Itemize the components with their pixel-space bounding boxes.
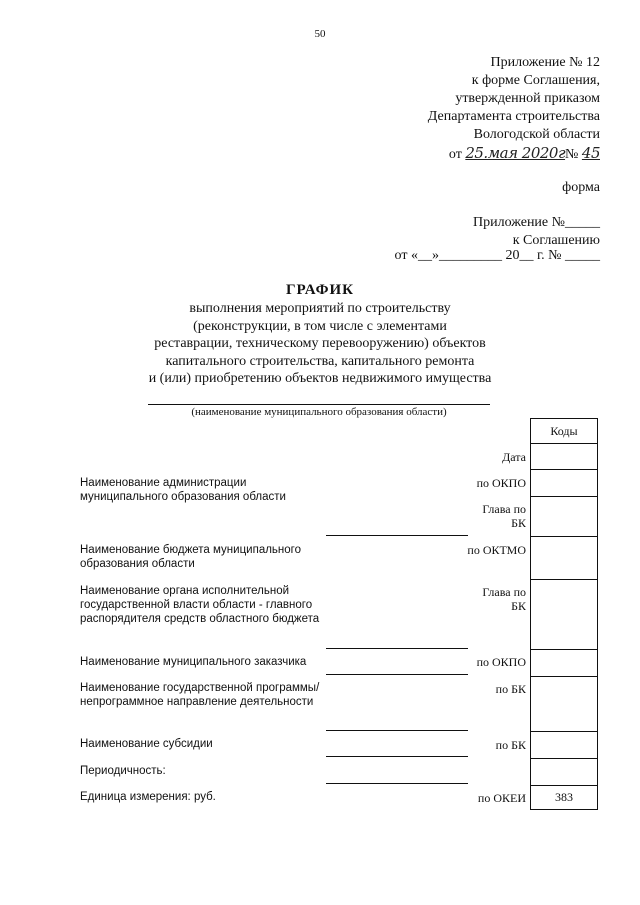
municipality-fill-line xyxy=(148,404,490,405)
blank-appendix-line: Приложение №_____ xyxy=(473,215,600,230)
code-label-okpo: по ОКПО xyxy=(476,655,526,669)
appendix-line: к форме Соглашения, xyxy=(471,73,600,88)
code-cell-okpo[interactable] xyxy=(530,649,598,677)
code-label-date: Дата xyxy=(502,450,526,464)
subtitle-line: реставрации, техническому перевооружению) объектов xyxy=(154,336,486,351)
appendix-line: Вологодской области xyxy=(473,127,600,142)
order-date-line xyxy=(449,144,600,163)
row-label-periodicity: Периодичность: xyxy=(80,765,166,777)
subtitle-line: (реконструкции, в том числе с элементами xyxy=(193,318,447,334)
code-cell-date[interactable] xyxy=(530,443,598,470)
row-label-subsidy: Наименование субсидии xyxy=(80,738,213,750)
row-fill-line xyxy=(326,756,468,757)
handwritten-date: 25.мая 2020г xyxy=(465,144,566,162)
agreement-date-line: от «__»_________ 20__ г. № _____ xyxy=(394,248,600,263)
row-fill-line xyxy=(326,674,468,675)
subtitle-line: и (или) приобретению объектов недвижимого имущества xyxy=(148,371,492,386)
appendix-line: Департамента строительства xyxy=(427,109,600,124)
blank-appendix-line: к Соглашению xyxy=(512,233,600,248)
code-cell-okpo[interactable] xyxy=(530,469,598,497)
code-cell-chapter-bk[interactable] xyxy=(530,496,598,537)
row-fill-line xyxy=(326,648,468,649)
code-label-chapter-bk: Глава по БК xyxy=(482,502,526,530)
number-prefix: № xyxy=(565,147,579,162)
row-label-unit: Единица измерения: руб. xyxy=(80,791,216,803)
code-cell-okei[interactable]: 383 xyxy=(530,785,598,810)
row-label-program: Наименование государственной программы/непрограммное направление деятельности xyxy=(80,682,320,708)
codes-header: Коды xyxy=(530,418,598,444)
document-title: ГРАФИК xyxy=(285,282,355,298)
code-cell-periodicity[interactable] xyxy=(530,758,598,786)
row-fill-line xyxy=(326,535,468,536)
code-label-bk: по БК xyxy=(495,738,526,752)
code-cell-bk[interactable] xyxy=(530,731,598,759)
handwritten-number: 45 xyxy=(581,144,600,162)
subtitle-line: капитального строительства, капитального ремонта xyxy=(165,353,475,369)
row-label-customer: Наименование муниципального заказчика xyxy=(80,656,307,668)
code-label-okpo: по ОКПО xyxy=(476,476,526,490)
row-label-budget: Наименование бюджета муниципального образования области xyxy=(80,544,301,570)
date-prefix: от xyxy=(448,147,462,162)
code-label-bk: по БК xyxy=(495,682,526,696)
page-number: 50 xyxy=(314,28,326,40)
form-label: форма xyxy=(562,180,600,195)
row-label-executive-body: Наименование органа исполнительной государственной власти области - главного распорядителя средств областного бюджета xyxy=(80,585,320,625)
code-cell-bk[interactable] xyxy=(530,676,598,732)
code-label-chapter-bk: Глава по БК xyxy=(482,585,526,613)
row-fill-line xyxy=(326,730,468,731)
municipality-caption: (наименование муниципального образования области) xyxy=(191,406,447,418)
code-cell-chapter-bk[interactable] xyxy=(530,579,598,650)
appendix-12-block xyxy=(428,54,600,144)
appendix-line: Приложение № 12 xyxy=(490,55,600,70)
code-label-oktmo: по ОКТМО xyxy=(467,543,526,557)
code-cell-oktmo[interactable] xyxy=(530,536,598,580)
blank-appendix-block xyxy=(473,214,600,250)
row-label-administration: Наименование администрации муниципального образования области xyxy=(80,477,286,503)
row-fill-line xyxy=(326,783,468,784)
code-label-okei: по ОКЕИ xyxy=(477,791,526,805)
appendix-line: утвержденной приказом xyxy=(455,91,600,106)
document-subtitle xyxy=(0,300,640,388)
subtitle-line: выполнения мероприятий по строительству xyxy=(189,301,451,316)
